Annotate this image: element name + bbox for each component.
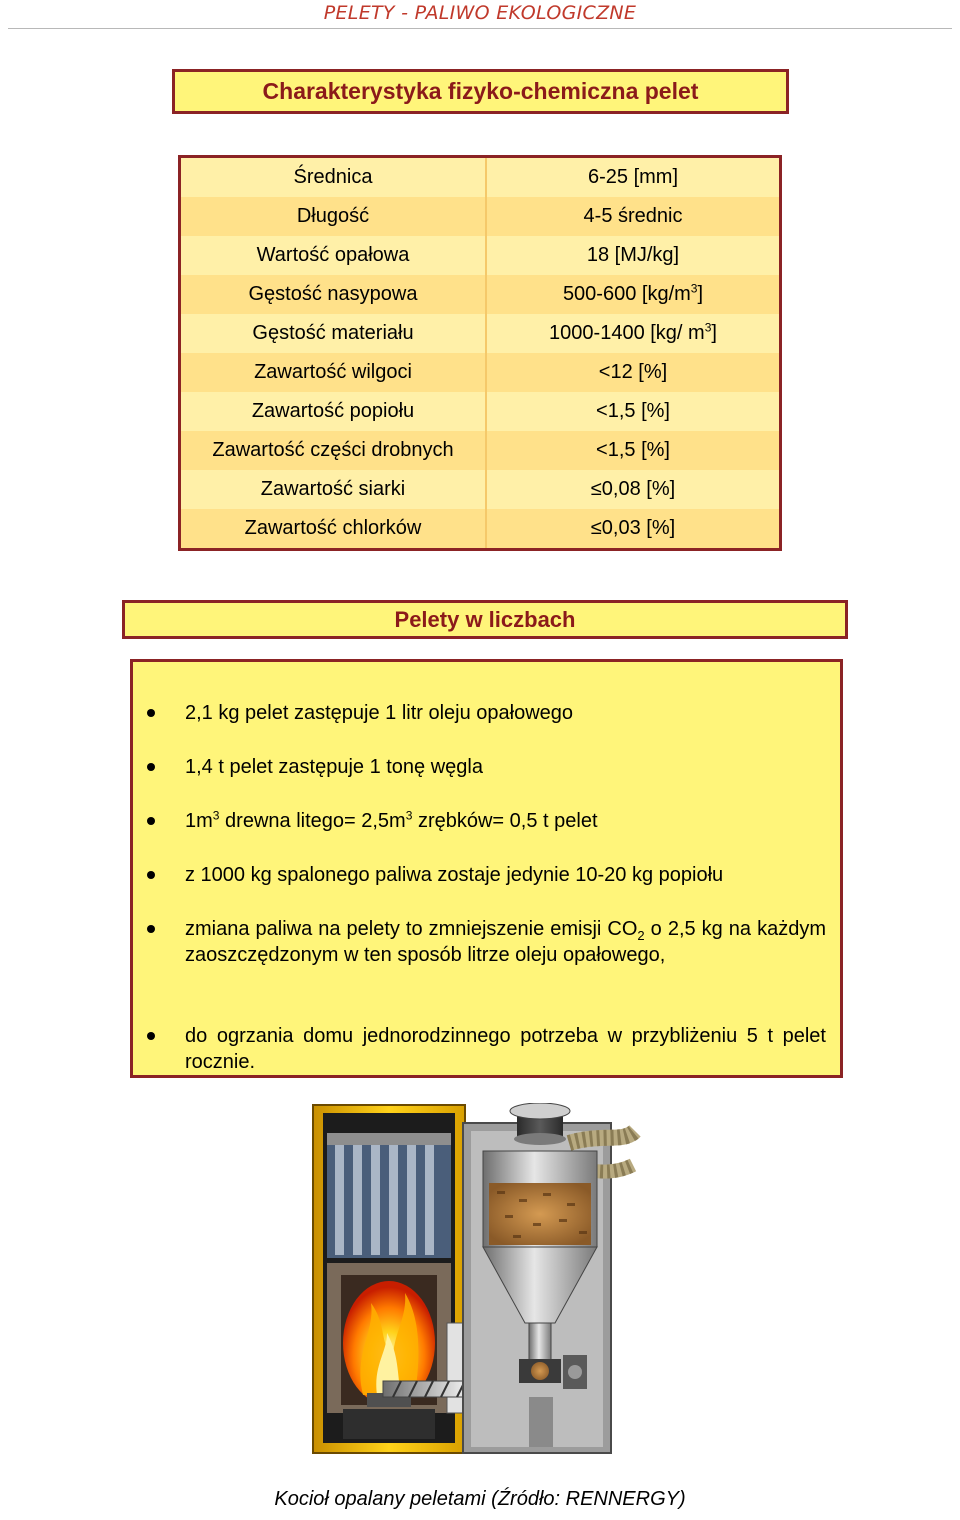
header-text: PELETY - PALIWO EKOLOGICZNE [323, 2, 637, 24]
spec-name: Zawartość siarki [181, 470, 487, 509]
facts-box [130, 659, 843, 1078]
fact-text [185, 808, 826, 834]
fact-text: z 1000 kg spalonego paliwa zostaje jedynie 10-20 kg popiołu [185, 864, 724, 886]
spec-name: Zawartość części drobnych [181, 431, 487, 470]
boiler-illustration [283, 1103, 645, 1469]
page-header [0, 0, 960, 30]
spec-value [487, 275, 779, 314]
spec-row [181, 392, 779, 431]
figure-caption: Kocioł opalany peletami (Źródło: RENNERGY) [274, 1488, 686, 1510]
spec-row [181, 509, 779, 548]
header-rule [8, 28, 952, 29]
spec-value-main: 500-600 [kg/m [562, 283, 691, 305]
spec-value: <1,5 [%] [596, 439, 670, 461]
spec-value: <12 [%] [598, 361, 668, 383]
spec-value: ≤0,08 [%] [590, 478, 676, 500]
fact-exponent: 3 [212, 808, 220, 823]
spec-name: Zawartość popiołu [181, 392, 487, 431]
fact-subscript: 2 [637, 928, 645, 943]
spec-value: ≤0,03 [%] [590, 517, 676, 539]
spec-name: Długość [181, 197, 487, 236]
spec-row [181, 470, 779, 509]
section-title-box [122, 600, 848, 639]
fact-part: zrębków= 0,5 t pelet [412, 810, 598, 832]
spec-value-exponent: 3 [704, 320, 712, 335]
spec-value-close: ] [697, 283, 704, 305]
spec-name: Gęstość nasypowa [181, 275, 487, 314]
bullet-icon [147, 1032, 155, 1040]
spec-value-main: 1000-1400 [kg/ m [549, 322, 705, 344]
fact-text: do ogrzania domu jednorodzinnego potrzeba w przybliżeniu 5 t pelet rocznie. [185, 1025, 826, 1073]
fact-part: drewna litego= 2,5m [219, 810, 406, 832]
bullet-icon [147, 763, 155, 771]
fact-part: zmiana paliwa na pelety to zmniejszenie emisji CO [185, 918, 638, 940]
spec-value [487, 314, 779, 353]
spec-value: 4-5 średnic [583, 205, 683, 227]
spec-row [181, 353, 779, 392]
boiler-cutaway-drawing [283, 1103, 645, 1469]
bullet-icon [147, 925, 155, 933]
fact-text: 1,4 t pelet zastępuje 1 tonę węgla [185, 756, 483, 778]
title-box [172, 69, 789, 114]
spec-row [181, 236, 779, 275]
spec-row [181, 197, 779, 236]
page-title: Charakterystyka fizyko-chemiczna pelet [262, 78, 699, 104]
spec-value: 18 [MJ/kg] [586, 244, 680, 266]
spec-value-exponent: 3 [690, 281, 698, 296]
fact-part: 1m [185, 810, 213, 832]
fact-text: 2,1 kg pelet zastępuje 1 litr oleju opałowego [185, 702, 574, 724]
bullet-icon [147, 709, 155, 717]
spec-name: Gęstość materiału [181, 314, 487, 353]
spec-name: Zawartość wilgoci [181, 353, 487, 392]
spec-row [181, 275, 779, 314]
fact-exponent: 3 [405, 808, 413, 823]
bullet-icon [147, 871, 155, 879]
spec-row [181, 314, 779, 353]
fact-text [185, 916, 826, 968]
spec-value: <1,5 [%] [596, 400, 670, 422]
specs-table [178, 155, 782, 551]
spec-row [181, 431, 779, 470]
bullet-icon [147, 817, 155, 825]
spec-name: Wartość opałowa [181, 236, 487, 275]
fact-part: o 2,5 kg na każdym zaoszczędzonym w ten sposób litrze oleju opałowego, [185, 918, 826, 966]
spec-value: 6-25 [mm] [587, 166, 679, 188]
section-title: Pelety w liczbach [394, 606, 576, 632]
spec-name: Zawartość chlorków [181, 509, 487, 548]
spec-name: Średnica [181, 158, 487, 197]
spec-row [181, 158, 779, 197]
spec-value-close: ] [711, 322, 717, 344]
